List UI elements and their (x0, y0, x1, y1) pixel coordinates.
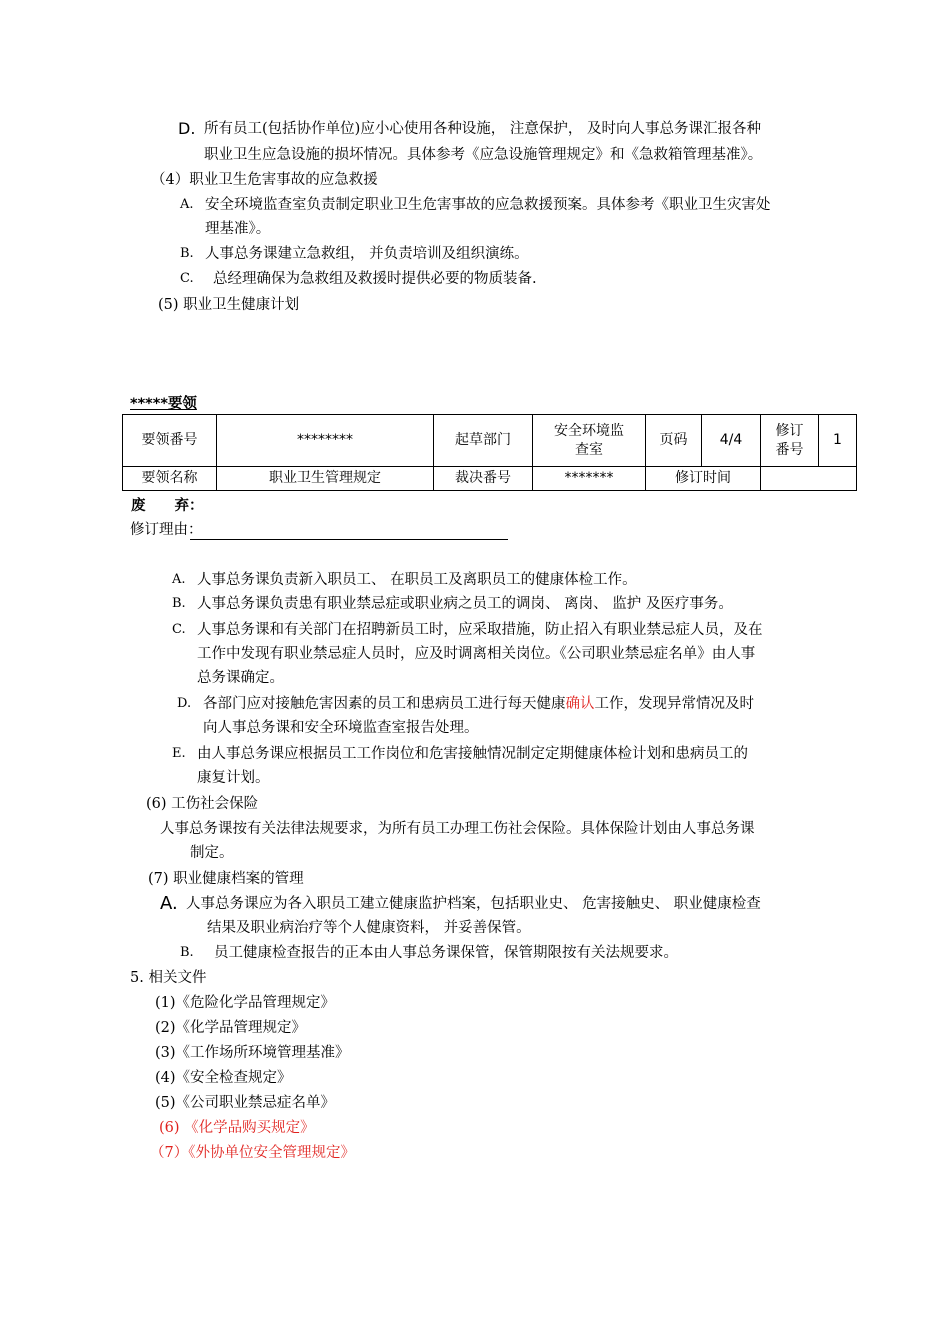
body-c-line2: 工作中发现有职业禁忌症人员时，应及时调离相关岗位。《公司职业禁忌症名单》由人事 (197, 646, 756, 662)
rev-time-value (761, 467, 857, 491)
related-doc-2: (2)《化学品管理规定》 (155, 1020, 307, 1036)
related-doc-7: （7）《外协单位安全管理规定》 (150, 1145, 355, 1161)
section-7-a-marker: A. (160, 893, 178, 914)
body-e-marker: E. (172, 746, 186, 761)
related-doc-1: (1)《危险化学品管理规定》 (155, 995, 336, 1011)
body-a-marker: A. (172, 572, 186, 587)
page-label: 页码 (646, 415, 702, 467)
document-header-table (122, 414, 857, 491)
section-4-heading: （4）职业卫生危害事故的应急救援 (151, 172, 378, 188)
revision-reason-label: 修订理由： (130, 522, 203, 538)
item-a-line1: 安全环境监查室负责制定职业卫生危害事故的应急救援预案。具体参考《职业卫生灾害处 (205, 197, 771, 213)
rev-no-label (761, 415, 819, 467)
doc-no-value: ******** (217, 415, 434, 467)
body-c-line3: 总务课确定。 (197, 670, 284, 686)
section-7-heading: (7) 职业健康档案的管理 (148, 871, 304, 887)
item-b-line1: 人事总务课建立急救组， 并负责培训及组织演练。 (205, 246, 529, 262)
body-d-line1 (203, 694, 754, 714)
decision-no-label: 裁决番号 (434, 467, 533, 491)
body-b-line1: 人事总务课负责患有职业禁忌症或职业病之员工的调岗、 离岗、 监护 及医疗事务。 (197, 596, 733, 612)
rev-no-label-line2: 番号 (775, 441, 804, 458)
abolish-label: 废 弃： (131, 498, 204, 514)
body-a-line1: 人事总务课负责新入职员工、 在职员工及离职员工的健康体检工作。 (197, 572, 637, 588)
item-d-line1: 所有员工(包括协作单位)应小心使用各种设施， 注意保护， 及时向人事总务课汇报各种 (204, 121, 762, 137)
body-d-line1-pre: 各部门应对接触危害因素的员工和患病员工进行每天健康 (203, 696, 566, 712)
revision-reason-underline (190, 539, 508, 540)
section-7-b-marker: B. (180, 945, 194, 960)
body-d-line1-highlight: 确认 (565, 696, 595, 712)
rev-no-value: 1 (819, 415, 857, 467)
item-b-marker: B. (180, 246, 194, 261)
related-doc-5: (5)《公司职业禁忌症名单》 (155, 1095, 336, 1111)
body-d-marker: D. (177, 696, 192, 711)
doc-no-label: 要领番号 (123, 415, 217, 467)
page-value: 4/4 (702, 415, 761, 467)
body-d-line1-post: 工作，发现异常情况及时 (594, 696, 754, 712)
doc-name-label: 要领名称 (123, 467, 217, 491)
body-d-line2: 向人事总务课和安全环境监查室报告处理。 (203, 720, 479, 736)
body-b-marker: B. (172, 596, 186, 611)
dept-value-line2: 查室 (575, 441, 603, 458)
item-c-line1: 总经理确保为急救组及救援时提供必要的物质装备. (213, 271, 537, 287)
doc-name-value: 职业卫生管理规定 (217, 467, 434, 491)
section-5-heading: (5) 职业卫生健康计划 (158, 297, 300, 313)
decision-no-value: ******* (533, 467, 646, 491)
body-c-marker: C. (172, 622, 186, 637)
section-6-line1: 人事总务课按有关法律法规要求，为所有员工办理工伤社会保险。具体保险计划由人事总务课 (160, 821, 755, 837)
item-a-marker: A. (180, 197, 194, 212)
body-c-line1: 人事总务课和有关部门在招聘新员工时，应采取措施，防止招入有职业禁忌症人员，及在 (197, 622, 763, 638)
dept-label: 起草部门 (434, 415, 533, 467)
dept-value-line1: 安全环境监 (554, 422, 624, 439)
body-e-line1: 由人事总务课应根据员工工作岗位和危害接触情况制定定期健康体检计划和患病员工的 (197, 746, 748, 762)
related-docs-heading: 5. 相关文件 (130, 970, 207, 986)
section-7-b-line1: 员工健康检查报告的正本由人事总务课保管，保管期限按有关法规要求。 (214, 945, 678, 961)
item-c-marker: C. (180, 271, 194, 286)
item-d-line2: 职业卫生应急设施的损坏情况。具体参考《应急设施管理规定》和《急救箱管理基准》。 (204, 147, 763, 163)
section-7-a-line2: 结果及职业病治疗等个人健康资料， 并妥善保管。 (207, 920, 531, 936)
section-6-line2: 制定。 (190, 845, 234, 861)
section-7-a-line1: 人事总务课应为各入职员工建立健康监护档案，包括职业史、 危害接触史、 职业健康检查 (186, 896, 761, 912)
item-d-marker: D. (178, 119, 196, 138)
item-a-line2: 理基准》。 (205, 221, 271, 237)
related-doc-3: (3)《工作场所环境管理基准》 (155, 1045, 350, 1061)
related-doc-4: (4)《安全检查规定》 (155, 1070, 292, 1086)
document-title: *****要领 (130, 396, 197, 412)
rev-time-label: 修订时间 (646, 467, 761, 491)
body-e-line2: 康复计划。 (197, 770, 270, 786)
related-doc-6: (6) 《化学品购买规定》 (159, 1120, 315, 1136)
dept-value (533, 415, 646, 467)
rev-no-label-line1: 修订 (775, 422, 804, 439)
section-6-heading: (6) 工伤社会保险 (146, 796, 259, 812)
